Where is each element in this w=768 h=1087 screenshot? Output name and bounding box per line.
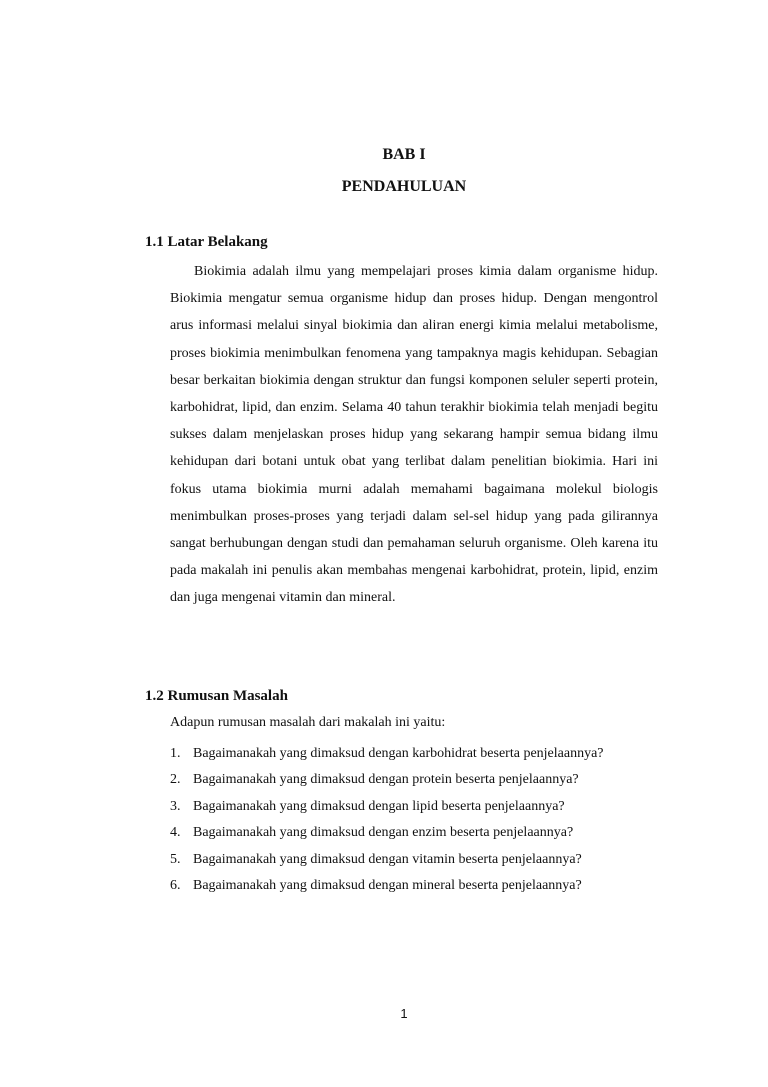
list-number: 4. xyxy=(170,825,181,841)
list-item xyxy=(170,873,604,899)
list-number: 1. xyxy=(170,746,181,761)
list-number: 2. xyxy=(170,772,181,788)
chapter-number: BAB I xyxy=(382,146,426,163)
list-number: 6. xyxy=(170,877,181,893)
list-item xyxy=(170,767,604,793)
problem-intro: Adapun rumusan masalah dari makalah ini yaitu: xyxy=(170,715,446,730)
list-text: Bagaimanakah yang dimaksud dengan karbohidrat beserta penjelaannya? xyxy=(193,746,604,761)
page-number: 1 xyxy=(400,1006,408,1021)
section-heading-latar-belakang: 1.1 Latar Belakang xyxy=(145,234,268,250)
list-item xyxy=(170,794,604,820)
list-number: 3. xyxy=(170,798,181,814)
section-heading-rumusan-masalah: 1.2 Rumusan Masalah xyxy=(145,688,288,704)
list-number: 5. xyxy=(170,851,181,867)
list-item xyxy=(170,820,604,846)
background-paragraph: Biokimia adalah ilmu yang mempelajari proses kimia dalam organisme hidup. Biokimia mengatur semua organisme hidup dan proses hidup. Dengan mengontrol arus informasi melalui sinyal biokimia dan aliran energi kimia melalui metabolisme, proses biokimia menimbulkan fenomena yang tampaknya magis kehidupan. Sebagian besar berkaitan biokimia dengan struktur dan fungsi komponen seluler seperti protein, karbohidrat, lipid, dan enzim. Selama 40 tahun terakhir biokimia telah menjadi begitu sukses dalam menjelaskan proses hidup yang sekarang hampir semua bidang ilmu kehidupan dari botani untuk obat yang terlibat dalam penelitian biokimia. Hari ini fokus utama biokimia murni adalah memahami bagaimana molekul biologis menimbulkan proses-proses yang terjadi dalam sel-sel hidup yang pada gilirannya sangat berhubungan dengan studi dan pemahaman seluruh organisme. Oleh karena itu pada makalah ini penulis akan membahas mengenai karbohidrat, protein, lipid, enzim dan juga mengenai vitamin dan mineral. xyxy=(170,264,658,606)
list-item xyxy=(170,847,604,873)
list-text: Bagaimanakah yang dimaksud dengan protein beserta penjelaannya? xyxy=(193,772,579,788)
list-text: Bagaimanakah yang dimaksud dengan vitamin beserta penjelaannya? xyxy=(193,851,582,867)
list-text: Bagaimanakah yang dimaksud dengan lipid beserta penjelaannya? xyxy=(193,798,565,814)
list-text: Bagaimanakah yang dimaksud dengan enzim beserta penjelaannya? xyxy=(193,825,574,841)
list-item xyxy=(170,741,604,767)
list-text: Bagaimanakah yang dimaksud dengan mineral beserta penjelaannya? xyxy=(193,877,582,893)
problem-list xyxy=(170,741,604,899)
chapter-title: PENDAHULUAN xyxy=(341,178,467,195)
